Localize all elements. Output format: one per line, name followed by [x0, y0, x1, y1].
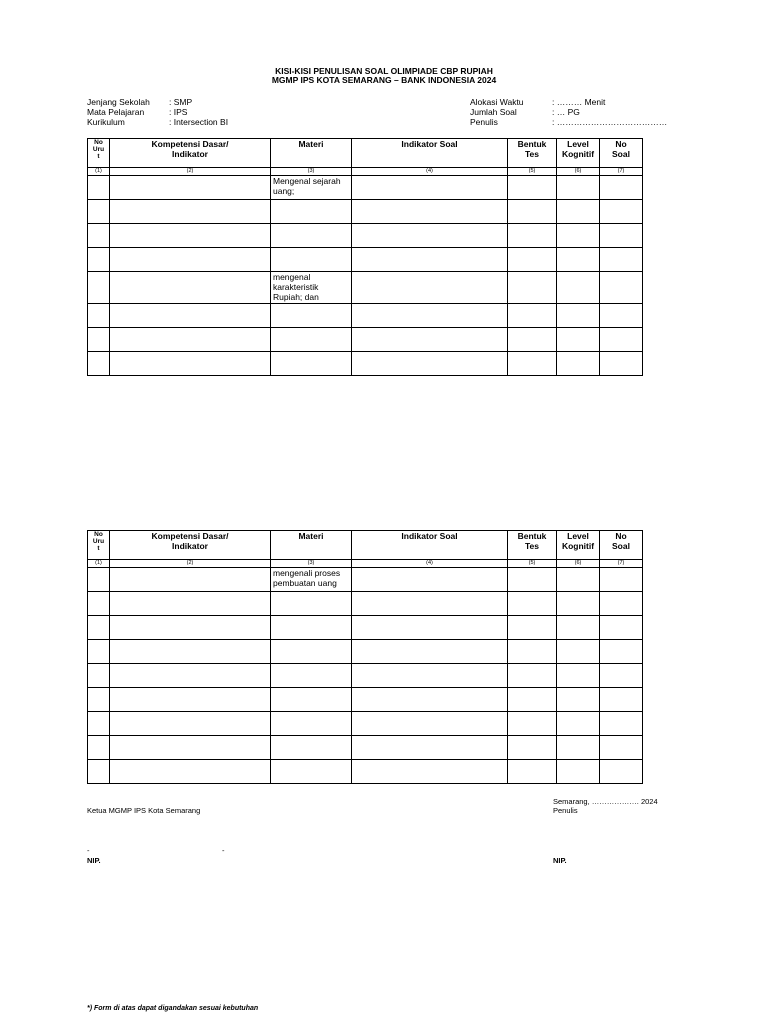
materi-cell [271, 712, 352, 736]
materi-cell: mengenal karakteristik Rupiah; dan [271, 272, 352, 304]
nip-left: NIP. [87, 856, 101, 865]
table-row [88, 664, 643, 688]
kisi-table-1 [87, 138, 643, 376]
colnum: (7) [600, 168, 643, 176]
doc-title-line1: KISI-KISI PENULISAN SOAL OLIMPIADE CBP RUPIAH [275, 66, 493, 76]
materi-cell [271, 640, 352, 664]
table-row [88, 640, 643, 664]
table-row [88, 688, 643, 712]
materi-cell [271, 224, 352, 248]
colnum: (5) [508, 560, 557, 568]
footnote: *) Form di atas dapat digandakan sesuai kebutuhan [87, 1005, 259, 1012]
meta-label: Kurikulum [87, 117, 125, 127]
materi-cell [271, 304, 352, 328]
table-row [88, 328, 643, 352]
materi-cell [271, 200, 352, 224]
meta-value: : IPS [169, 107, 188, 117]
meta-value: : SMP [169, 97, 193, 107]
meta-row-jenjang [87, 97, 228, 107]
materi-cell [271, 352, 352, 376]
materi-cell [271, 328, 352, 352]
meta-row-jumlah [470, 107, 667, 117]
colnum: (5) [508, 168, 557, 176]
signature-role-left: Ketua MGMP IPS Kota Semarang [87, 806, 201, 815]
header-level-kognitif: Level Kognitif [557, 139, 600, 168]
header-indikator-soal: Indikator Soal [352, 531, 508, 560]
colnum: (4) [352, 168, 508, 176]
colnum: (6) [557, 168, 600, 176]
materi-cell: Mengenal sejarah uang; [271, 176, 352, 200]
materi-cell [271, 248, 352, 272]
signature-date: Semarang, ………………. 2024 [553, 797, 658, 806]
header-level-kognitif: Level Kognitif [557, 531, 600, 560]
materi-cell: mengenali proses pembuatan uang [271, 568, 352, 592]
table-row [88, 272, 643, 304]
meta-label: Mata Pelajaran [87, 107, 145, 117]
meta-right [470, 97, 667, 127]
column-number-row [88, 168, 643, 176]
table-row [88, 176, 643, 200]
header-no-soal: No Soal [600, 139, 643, 168]
meta-left [87, 97, 228, 127]
doc-title-line2: MGMP IPS KOTA SEMARANG – BANK INDONESIA 2024 [271, 75, 497, 85]
colnum: (3) [271, 168, 352, 176]
table-row [88, 760, 643, 784]
meta-label: Jumlah Soal [470, 107, 517, 117]
table-row [88, 352, 643, 376]
table-row [88, 200, 643, 224]
materi-cell [271, 736, 352, 760]
signature-role-right: Penulis [553, 806, 578, 815]
meta-row-kurikulum [87, 117, 228, 127]
table-header-row [88, 139, 643, 168]
header-materi: Materi [271, 139, 352, 168]
meta-value: : ……… Menit [552, 97, 606, 107]
meta-row-penulis [470, 117, 667, 127]
colnum: (2) [110, 168, 271, 176]
table-row [88, 592, 643, 616]
nip-right: NIP. [553, 856, 567, 865]
table-row [88, 304, 643, 328]
header-kompetensi: Kompetensi Dasar/ Indikator [110, 531, 271, 560]
colnum: (2) [110, 560, 271, 568]
meta-label: Penulis [470, 117, 498, 127]
materi-cell [271, 592, 352, 616]
meta-value: : Intersection BI [169, 117, 229, 127]
meta-row-mapel [87, 107, 228, 117]
table-row [88, 568, 643, 592]
header-bentuk-tes: Bentuk Tes [508, 139, 557, 168]
table-row [88, 712, 643, 736]
table-row [88, 616, 643, 640]
header-no-soal: No Soal [600, 531, 643, 560]
materi-cell [271, 760, 352, 784]
column-number-row [88, 560, 643, 568]
header-no-urut: No Uru t [88, 139, 110, 168]
header-kompetensi: Kompetensi Dasar/ Indikator [110, 139, 271, 168]
meta-value: : ………………………………… [552, 117, 668, 127]
table-row [88, 736, 643, 760]
meta-value: : … PG [552, 107, 580, 117]
colnum: (4) [352, 560, 508, 568]
header-bentuk-tes: Bentuk Tes [508, 531, 557, 560]
table-row [88, 224, 643, 248]
materi-cell [271, 664, 352, 688]
materi-cell [271, 616, 352, 640]
colnum: (1) [88, 560, 110, 568]
colnum: (3) [271, 560, 352, 568]
meta-label: Jenjang Sekolah [87, 97, 150, 107]
kisi-table-2 [87, 530, 643, 784]
header-no-urut: No Uru t [88, 531, 110, 560]
header-materi: Materi [271, 531, 352, 560]
meta-row-alokasi [470, 97, 667, 107]
table-header-row [88, 531, 643, 560]
meta-label: Alokasi Waktu [470, 97, 524, 107]
colnum: (1) [88, 168, 110, 176]
colnum: (7) [600, 560, 643, 568]
signature-dash-left: - [87, 846, 90, 855]
colnum: (6) [557, 560, 600, 568]
materi-cell [271, 688, 352, 712]
header-indikator-soal: Indikator Soal [352, 139, 508, 168]
signature-dash-mid: - [222, 846, 225, 855]
table-row [88, 248, 643, 272]
